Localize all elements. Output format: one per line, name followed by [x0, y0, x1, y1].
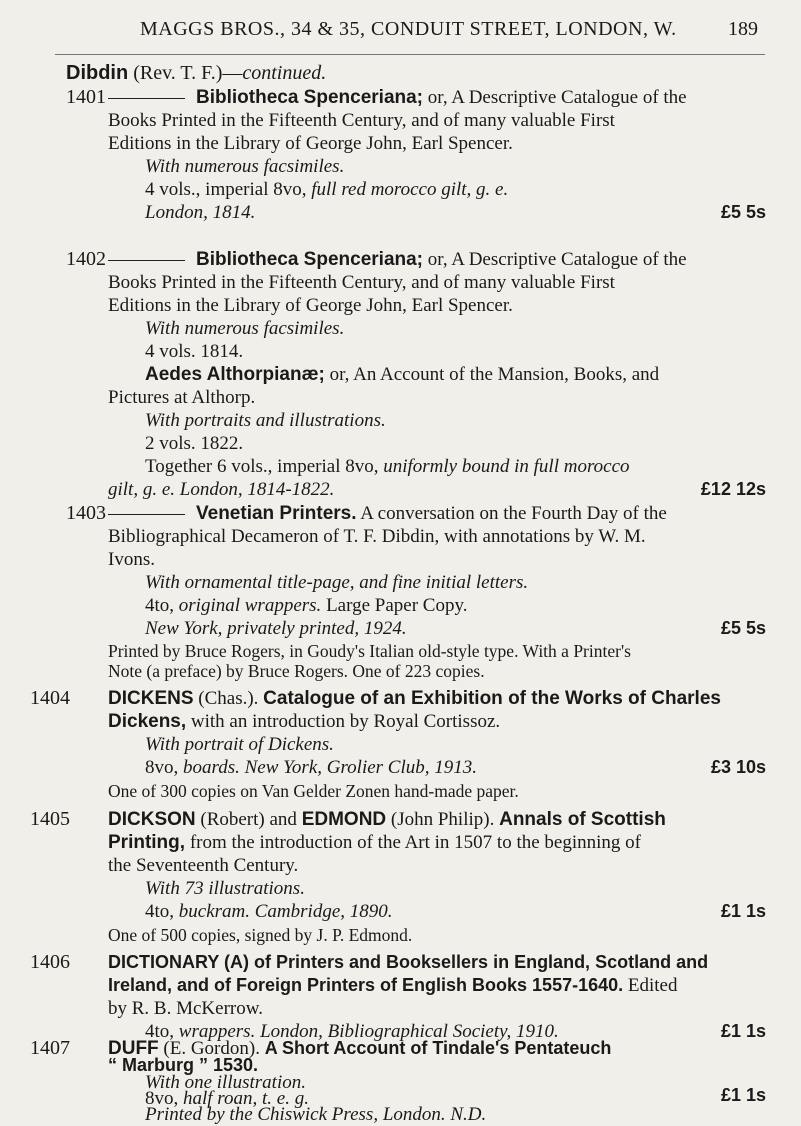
- entry-author: DICTIONARY (A) of Printers and Booksellers in England, Scotland and: [108, 952, 709, 972]
- entry-illustrations: With portrait of Dickens.: [145, 734, 334, 755]
- entry-illustrations: With portraits and illustrations.: [145, 410, 386, 431]
- entry-illustrations: With 73 illustrations.: [145, 878, 305, 899]
- entry-lead-line: [108, 687, 788, 710]
- entry-line: Bibliographical Decameron of T. F. Dibdin, with annotations by W. M.: [108, 526, 646, 547]
- format-size: 8vo,: [145, 757, 183, 778]
- entry-format: [145, 594, 801, 617]
- entry-author-rest: (Robert) and: [195, 809, 302, 830]
- entry-title: Annals of Scottish: [499, 809, 666, 830]
- entry-format: [145, 455, 801, 478]
- entry-title: Catalogue of an Exhibition of the Works of Charles: [263, 688, 721, 709]
- section-heading: [66, 62, 326, 85]
- entry-line-rest: with an introduction by Royal Cortissoz.: [186, 711, 501, 732]
- entry-title: A Short Account of Tindale's Pentateuch: [264, 1038, 612, 1058]
- page-number: 189: [728, 18, 758, 40]
- format-size: 8vo,: [145, 1088, 183, 1109]
- entry-title: Venetian Printers.: [196, 503, 357, 524]
- format-size: 4to,: [145, 901, 179, 922]
- entry-lead-rest: A conversation on the Fourth Day of the: [356, 503, 667, 524]
- entry-author-rest: (Chas.).: [193, 688, 264, 709]
- entry-title-cont: “ Marburg ” 1530.: [108, 1055, 259, 1075]
- section-continued: continued.: [242, 62, 327, 84]
- entry-lead-line: [196, 502, 801, 525]
- entry-price: £1 1s: [720, 901, 766, 921]
- entry-title-cont: Dickens,: [108, 711, 187, 732]
- format-binding: wrappers. London, Bibliographical Society, 1910.: [178, 1021, 559, 1042]
- entry-number: 1404: [30, 687, 70, 709]
- entry-line: Ivons.: [108, 549, 155, 570]
- format-note: Large Paper Copy.: [321, 595, 468, 616]
- entry-title: Bibliotheca Spenceriana;: [196, 249, 424, 270]
- entry-price: £12 12s: [700, 479, 766, 499]
- entry-imprint: London, 1814.: [145, 202, 256, 223]
- entry-number: 1407: [30, 1037, 70, 1059]
- entry-author: DICKENS: [108, 688, 194, 709]
- entry-format: [145, 756, 801, 779]
- section-author-name: Dibdin: [66, 62, 129, 84]
- entry-lead-rest: or, An Account of the Mansion, Books, and: [324, 364, 660, 385]
- entry-number: 1405: [30, 808, 70, 830]
- entry-title-cont: Ireland, and of Foreign Printers of English Books 1557-1640.: [108, 975, 624, 995]
- entry-lead-line: [108, 808, 788, 831]
- entry-illustrations: With numerous facsimiles.: [145, 318, 345, 339]
- running-head: MAGGS BROS., 34 & 35, CONDUIT STREET, LONDON, W.: [140, 18, 677, 40]
- format-size: Together 6 vols., imperial 8vo,: [145, 456, 384, 477]
- entry-line: Pictures at Althorp.: [108, 387, 256, 408]
- format-binding: boards. New York, Grolier Club, 1913.: [183, 757, 478, 778]
- entry-imprint: Printed by the Chiswick Press, London. N.D.: [145, 1104, 487, 1125]
- entry-line: by R. B. McKerrow.: [108, 998, 263, 1019]
- entry-dash: [108, 98, 185, 99]
- imprint-place-date: London, 1814-1822.: [175, 479, 335, 500]
- entry-line: [108, 710, 788, 733]
- entry-line-rest: from the introduction of the Art in 1507 to the beginning of: [185, 832, 641, 853]
- entry-number: 1406: [30, 951, 70, 973]
- entry-line: Editions in the Library of George John, Earl Spencer.: [108, 295, 513, 316]
- entry-title: Bibliotheca Spenceriana;: [196, 87, 424, 108]
- entry-price: £5 5s: [720, 202, 766, 222]
- entry-lead-rest: or, A Descriptive Catalogue of the: [423, 249, 687, 270]
- entry-format: [145, 178, 801, 201]
- entry-line: [108, 974, 788, 997]
- entry-lead-line: [196, 86, 801, 109]
- header-rule: [55, 54, 765, 55]
- entry-price: £1 1s: [720, 1021, 766, 1041]
- entry-format: [145, 900, 801, 923]
- entry-line: Books Printed in the Fifteenth Century, and of many valuable First: [108, 110, 615, 131]
- entry-price: £1 1s: [720, 1085, 766, 1105]
- entry-number: 1402: [66, 248, 106, 270]
- entry-number: 1403: [66, 502, 106, 524]
- entry-author: EDMOND: [301, 809, 387, 830]
- format-binding: original wrappers.: [178, 595, 322, 616]
- format-size: 4 vols., imperial 8vo,: [145, 179, 312, 200]
- entry-second-title-line: [145, 363, 801, 386]
- entry-line-rest: Edited: [623, 975, 678, 996]
- entry-title-cont: Printing,: [108, 832, 186, 853]
- format-size: 4to,: [145, 595, 179, 616]
- format-binding: half roan, t. e. g.: [183, 1088, 309, 1109]
- entry-volumes: 2 vols. 1822.: [145, 433, 244, 454]
- entry-lead-rest: or, A Descriptive Catalogue of the: [423, 87, 687, 108]
- entry-note: Note (a preface) by Bruce Rogers. One of 223 copies.: [108, 661, 485, 681]
- entry-line: Books Printed in the Fifteenth Century, and of many valuable First: [108, 272, 615, 293]
- entry-imprint: [108, 478, 788, 501]
- entry-dash: [108, 260, 185, 261]
- page-header: [0, 16, 801, 46]
- entry-lead-line: [196, 248, 801, 271]
- entry-author-rest: (John Philip).: [386, 809, 500, 830]
- entry-price: £3 10s: [710, 757, 766, 777]
- entry-author-rest: (E. Gordon).: [158, 1038, 265, 1059]
- section-author-rest: (Rev. T. F.)—: [128, 62, 243, 84]
- entry-note: Printed by Bruce Rogers, in Goudy's Italian old-style type. With a Printer's: [108, 641, 631, 661]
- entry-note: One of 500 copies, signed by J. P. Edmond.: [108, 925, 413, 945]
- entry-author: DUFF: [108, 1038, 159, 1059]
- format-binding: uniformly bound in full morocco: [383, 456, 630, 477]
- entry-note: One of 300 copies on Van Gelder Zonen hand-made paper.: [108, 781, 519, 801]
- format-size: 4to,: [145, 1021, 179, 1042]
- entry-volumes: 4 vols. 1814.: [145, 341, 244, 362]
- format-binding: full red morocco gilt, g. e.: [311, 179, 509, 200]
- entry-line: [108, 831, 788, 854]
- entry-line: the Seventeenth Century.: [108, 855, 299, 876]
- entry-illustrations: With ornamental title-page, and fine initial letters.: [145, 572, 529, 593]
- entry-number: 1401: [66, 86, 106, 108]
- entry-illustrations: With one illustration.: [145, 1072, 306, 1093]
- entry-price: £5 5s: [720, 618, 766, 638]
- format-binding: gilt, g. e.: [108, 479, 176, 500]
- format-binding: buckram. Cambridge, 1890.: [178, 901, 393, 922]
- entry-illustrations: With numerous facsimiles.: [145, 156, 345, 177]
- entry-line: Editions in the Library of George John, Earl Spencer.: [108, 133, 513, 154]
- entry-imprint: New York, privately printed, 1924.: [145, 618, 407, 639]
- entry-dash: [108, 514, 185, 515]
- entry-author: DICKSON: [108, 809, 196, 830]
- entry-title: Aedes Althorpianæ;: [145, 364, 325, 385]
